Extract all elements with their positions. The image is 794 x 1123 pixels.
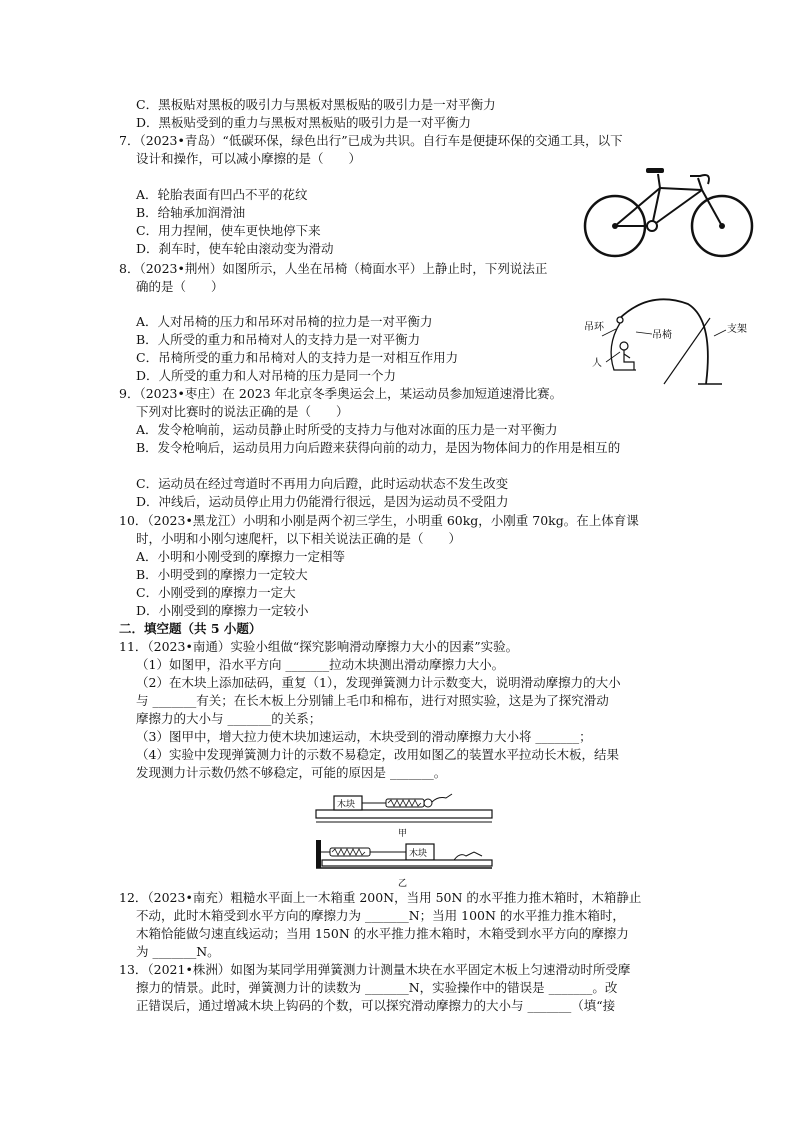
- q12-line4: 为 _______N。: [136, 944, 220, 959]
- ring-shape: [617, 317, 623, 323]
- section-heading-fill-in: 二．填空题（共 5 小题）: [119, 621, 262, 636]
- q9-stem-line2: 下列对比赛时的说法正确的是（ ）: [136, 404, 349, 419]
- q7-stem-line1: 7．（2023•青岛）“低碳环保，绿色出行”已成为共识。自行车是便捷环保的交通工具，以下: [119, 133, 623, 148]
- q10-option-c: C．小刚受到的摩擦力一定大: [136, 585, 296, 600]
- block-yi-label: 木块: [409, 849, 428, 859]
- wall-yi: [316, 840, 321, 868]
- label-jia: 甲: [398, 829, 408, 839]
- board-jia: [316, 810, 492, 818]
- hanging-chair-figure: [584, 296, 774, 388]
- q13-line3: 正错误后，通过增减木块上钩码的个数，可以探究滑动摩擦力的大小与 _______（填“接: [136, 998, 616, 1013]
- q12-line2: 不动，此时木箱受到水平方向的摩擦力为 _______N；当用 100N 的水平推力推木箱时，: [136, 908, 625, 923]
- block-jia-label: 木块: [337, 800, 356, 810]
- q7-option-d: D．刹车时，使车轮由滚动变为滑动: [136, 241, 334, 256]
- q11-part1: （1）如图甲，沿水平方向 _______拉动木块测出滑动摩擦力大小。: [136, 657, 505, 672]
- q9-option-d: D．冲线后，运动员停止用力仍能滑行很远，是因为运动员不受阻力: [136, 494, 509, 509]
- q9-option-a: A．发令枪响前，运动员静止时所受的支持力与他对冰面的压力是一对平衡力: [136, 422, 558, 437]
- q11-part2-line1: （2）在木块上添加砝码，重复（1），发现弹簧测力计示数变大，说明滑动摩擦力的大小: [136, 675, 621, 690]
- q9-option-c: C．运动员在经过弯道时不再用力向后蹬，此时运动状态不发生改变: [136, 476, 509, 491]
- q10-option-d: D．小刚受到的摩擦力一定较小: [136, 603, 309, 618]
- q8-option-d: D．人所受的重力和人对吊椅的压力是同一个力: [136, 368, 397, 383]
- label-chair: 吊椅: [652, 330, 672, 341]
- q8-stem-line2: 确的是（ ）: [136, 279, 224, 294]
- chainring: [647, 221, 657, 231]
- bicycle-figure: [580, 162, 766, 262]
- label-person: 人: [592, 358, 602, 369]
- q6-option-d: D．黑板贴受到的重力与黑板对黑板贴的吸引力是一对平衡力: [136, 115, 472, 130]
- q8-stem-line1: 8．（2023•荆州）如图所示，人坐在吊椅（椅面水平）上静止时，下列说法正: [119, 261, 548, 276]
- q11-part4-line1: （4）实验中发现弹簧测力计的示数不易稳定，改用如图乙的装置水平拉动长木板，结果: [136, 747, 619, 762]
- q10-option-a: A．小明和小刚受到的摩擦力一定相等: [136, 549, 346, 564]
- q9-option-b: B．发令枪响后，运动员用力向后蹬来获得向前的动力，是因为物体间力的作用是相互的: [136, 440, 621, 455]
- q11-part2-line3: 摩擦力的大小与 _______的关系；: [136, 711, 322, 726]
- q7-option-a: A．轮胎表面有凹凸不平的花纹: [136, 187, 308, 202]
- hand-yi: [454, 852, 482, 860]
- q7-option-b: B．给轴承加润滑油: [136, 205, 246, 220]
- q9-stem-line1: 9．（2023•枣庄）在 2023 年北京冬季奥运会上，某运动员参加短道速滑比赛。: [119, 386, 563, 401]
- q10-stem-line1: 10．（2023•黑龙江）小明和小刚是两个初三学生，小明重 60kg，小刚重 70kg。在上体育课: [119, 513, 639, 528]
- bicycle-seat: [646, 168, 664, 173]
- q10-stem-line2: 时，小明和小刚匀速爬杆，以下相关说法正确的是（ ）: [136, 531, 462, 546]
- q8-option-b: B．人所受的重力和吊椅对人的支持力是一对平衡力: [136, 332, 421, 347]
- q7-option-c: C．用力捏闸，使车更快地停下来: [136, 223, 321, 238]
- q13-line1: 13．（2021•株洲）如图为某同学用弹簧测力计测量木块在水平固定木板上匀速滑动时所受摩: [119, 962, 631, 977]
- label-stand: 支架: [727, 324, 747, 335]
- q8-option-a: A．人对吊椅的压力和吊环对吊椅的拉力是一对平衡力: [136, 314, 433, 329]
- q12-line1: 12．（2023•南充）粗糙水平面上一木箱重 200N，当用 50N 的水平推力推木箱时，木箱静止: [119, 890, 642, 905]
- q7-stem-line2: 设计和操作，可以减小摩擦的是（ ）: [136, 151, 362, 166]
- label-yi: 乙: [398, 879, 408, 889]
- support-frame: [620, 299, 708, 384]
- friction-experiment-figure: [314, 786, 496, 890]
- board-yi: [322, 860, 492, 866]
- q6-option-c: C．黑板贴对黑板的吸引力与黑板对黑板贴的吸引力是一对平衡力: [136, 97, 496, 112]
- label-ring: 吊环: [584, 322, 604, 333]
- hand-jia: [432, 794, 452, 802]
- q11-part4-line2: 发现测力计示数仍然不够稳定，可能的原因是 _______。: [136, 765, 447, 780]
- q11-stem: 11．（2023•南通）实验小组做“探究影响滑动摩擦力大小的因素”实验。: [119, 639, 519, 654]
- chair-shape: [611, 323, 636, 370]
- q12-line3: 木箱恰能做匀速直线运动；当用 150N 的水平推力推木箱时，木箱受到水平方向的摩擦力: [136, 926, 629, 941]
- person-shape: [624, 350, 634, 370]
- q8-option-c: C．吊椅所受的重力和吊椅对人的支持力是一对相互作用力: [136, 350, 459, 365]
- q10-option-b: B．小明受到的摩擦力一定较大: [136, 567, 308, 582]
- q13-line2: 擦力的情景。此时，弹簧测力计的读数为 _______N，实验操作中的错误是 _______。改: [136, 980, 618, 995]
- q11-part3: （3）图甲中，增大拉力使木块加速运动，木块受到的滑动摩擦力大小将 _______；: [136, 729, 592, 744]
- q11-part2-line2: 与 _______有关；在长木板上分别铺上毛巾和棉布，进行对照实验，这是为了探究滑动: [136, 693, 609, 708]
